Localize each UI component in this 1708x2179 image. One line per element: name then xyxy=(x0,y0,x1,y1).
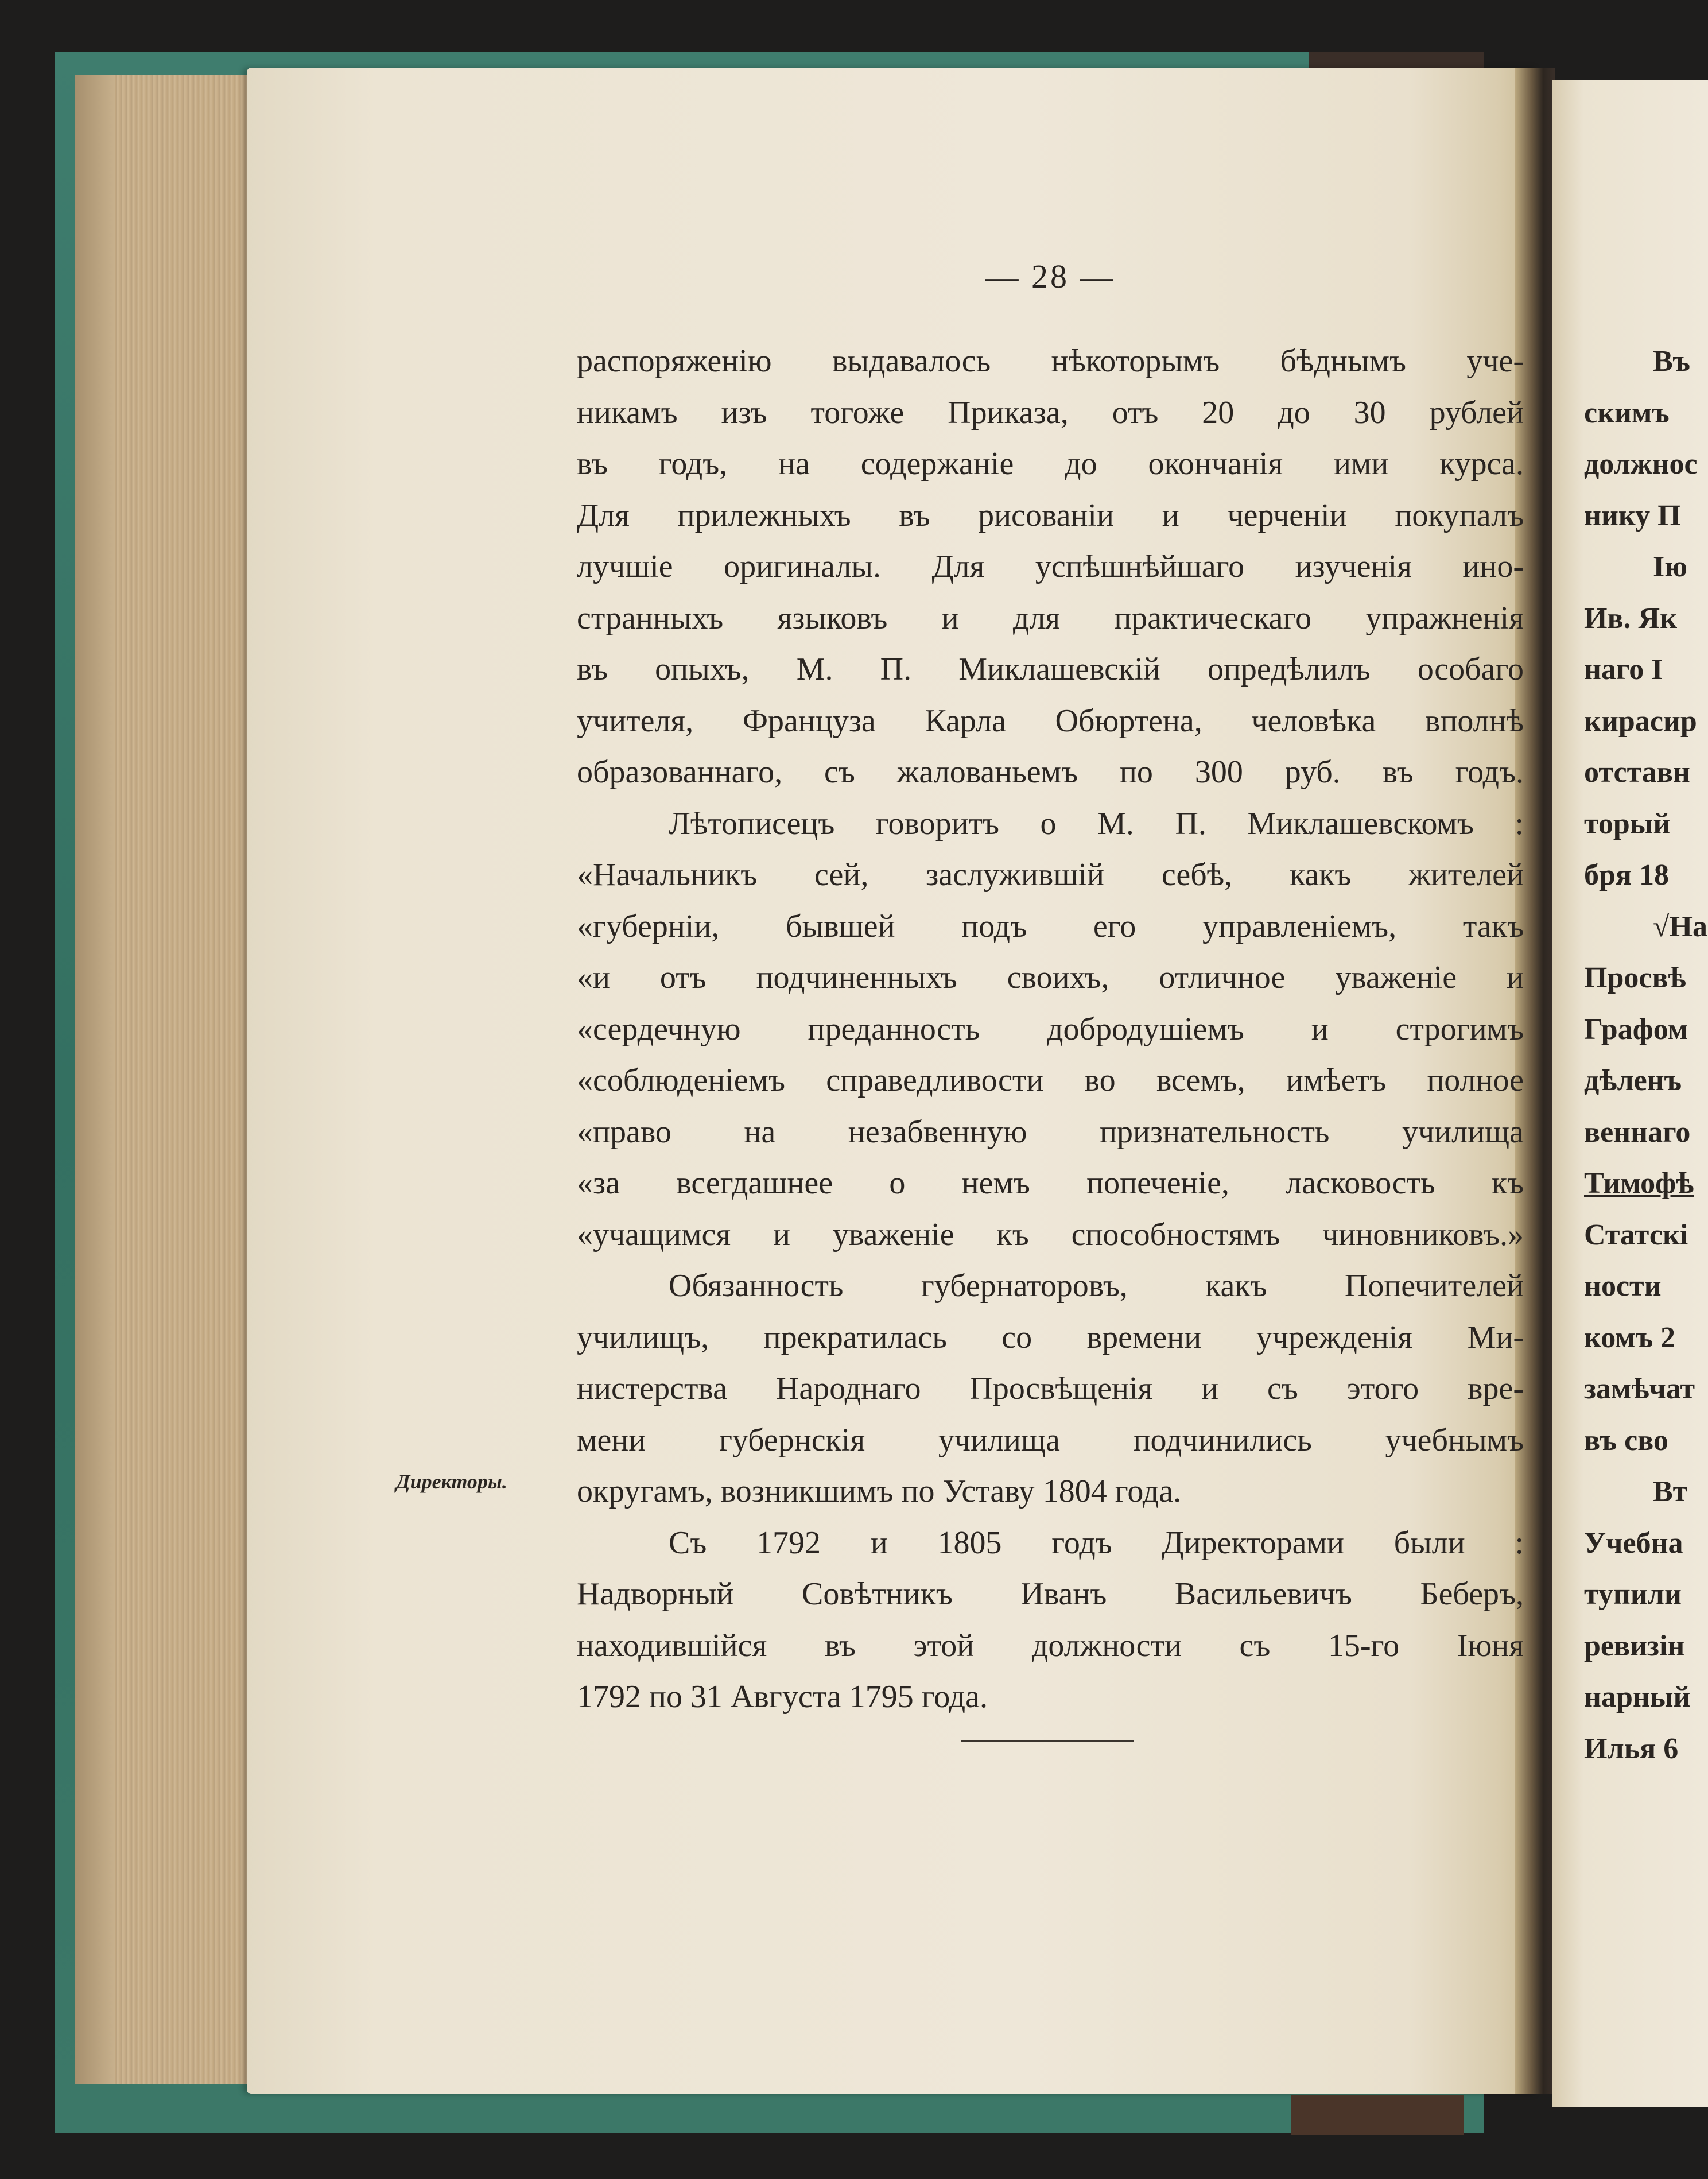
text-line: ревизін xyxy=(1584,1629,1685,1662)
text-line: никамъ изъ тогоже Приказа, отъ 20 до 30 рублей xyxy=(577,394,1524,431)
text-line: въ годъ, на содержаніе до окончанія ими курса. xyxy=(577,446,1524,482)
text-line: «Начальникъ сей, заслужившій себѣ, какъ жителей xyxy=(577,857,1524,893)
text-line: «за всегдашнее о немъ попеченіе, ласковость къ xyxy=(577,1165,1524,1201)
text-line: Ив. Як xyxy=(1584,602,1678,635)
text-line: Въ xyxy=(1653,345,1690,378)
text-line: Лѣтописецъ говоритъ о М. П. Миклашевскомъ : xyxy=(669,805,1524,842)
text-line: скимъ xyxy=(1584,396,1670,429)
text-line: Съ 1792 и 1805 годъ Директорами были : xyxy=(669,1525,1524,1561)
text-line: «учащимся и уваженіе къ способностямъ чиновниковъ.» xyxy=(577,1216,1524,1253)
cover-shadow-bottom xyxy=(1291,2095,1464,2135)
text-line: комъ 2 xyxy=(1584,1321,1676,1354)
text-line: замѣчат xyxy=(1584,1372,1695,1405)
text-line: Просвѣ xyxy=(1584,961,1686,994)
text-line: торый xyxy=(1584,807,1671,840)
text-line: Тимофѣ xyxy=(1584,1167,1694,1200)
text-line: нику П xyxy=(1584,499,1681,532)
text-line: ности xyxy=(1584,1270,1662,1302)
left-page-body xyxy=(577,336,1524,1723)
page-edges-shadow xyxy=(75,75,115,2084)
text-line: училищъ, прекратилась со времени учрежденія Ми- xyxy=(577,1319,1524,1355)
text-line: кирасир xyxy=(1584,704,1697,738)
text-line: мени губернскія училища подчинились учебнымъ xyxy=(577,1422,1524,1458)
text-line: √На xyxy=(1653,910,1707,943)
text-line: должнос xyxy=(1584,448,1698,480)
text-line: наго І xyxy=(1584,653,1663,686)
text-line: Графом xyxy=(1584,1013,1688,1046)
text-line: Вт xyxy=(1653,1475,1688,1508)
text-line: «соблюденіемъ справедливости во всемъ, имѣетъ полное xyxy=(577,1063,1524,1098)
text-line: учителя, Француза Карла Обюртена, человѣка вполнѣ xyxy=(577,703,1524,739)
text-line: Для прилежныхъ въ рисованіи и черченіи покупалъ xyxy=(577,497,1524,533)
text-line: бря 18 xyxy=(1584,859,1670,891)
text-line: Учебна xyxy=(1584,1526,1683,1560)
text-line: веннаго xyxy=(1584,1115,1691,1149)
text-line: тупили xyxy=(1584,1578,1682,1611)
text-line: нистерства Народнаго Просвѣщенія и съ этого вре- xyxy=(577,1371,1524,1406)
text-line: дѣленъ xyxy=(1584,1064,1682,1097)
text-line: нарный xyxy=(1584,1681,1691,1713)
text-line: Статскі xyxy=(1584,1218,1688,1251)
text-line: находившійся въ этой должности съ 15-го Іюня xyxy=(577,1627,1524,1664)
text-line: распоряженію выдавалось нѣкоторымъ бѣднымъ уче- xyxy=(577,343,1524,379)
text-line: образованнаго, съ жалованьемъ по 300 руб. въ годъ. xyxy=(577,754,1524,790)
text-line: Надворный Совѣтникъ Иванъ Васильевичъ Беберъ, xyxy=(577,1576,1524,1612)
text-line: «губерніи, бывшей подъ его управленіемъ, такъ xyxy=(577,908,1524,944)
text-line: отставн xyxy=(1584,756,1690,789)
text-line: «и отъ подчиненныхъ своихъ, отличное уваженіе и xyxy=(577,960,1524,995)
text-line: «право на незабвенную признательность училища xyxy=(577,1114,1524,1150)
text-line: Ію xyxy=(1653,550,1687,583)
text-line: 1792 по 31 Августа 1795 года. xyxy=(577,1679,988,1715)
text-line: странныхъ языковъ и для практическаго упражненія xyxy=(577,600,1524,636)
page-number: — 28 — xyxy=(985,258,1116,295)
text-line: лучшіе оригиналы. Для успѣшнѣйшаго изученія ино- xyxy=(577,549,1524,584)
text-line: «сердечную преданность добродушіемъ и строгимъ xyxy=(577,1011,1524,1047)
text-line: Илья 6 xyxy=(1584,1732,1679,1765)
text-line: въ сво xyxy=(1584,1424,1668,1457)
section-divider xyxy=(961,1740,1134,1742)
text-line: въ опыхъ, М. П. Миклашевскій опредѣлилъ особаго xyxy=(577,652,1524,687)
right-page-body xyxy=(1584,336,1708,1774)
margin-note: Директоры. xyxy=(396,1470,507,1493)
text-line: Обязанность губернаторовъ, какъ Попечителей xyxy=(669,1268,1524,1304)
text-line: округамъ, возникшимъ по Уставу 1804 года. xyxy=(577,1474,1182,1509)
